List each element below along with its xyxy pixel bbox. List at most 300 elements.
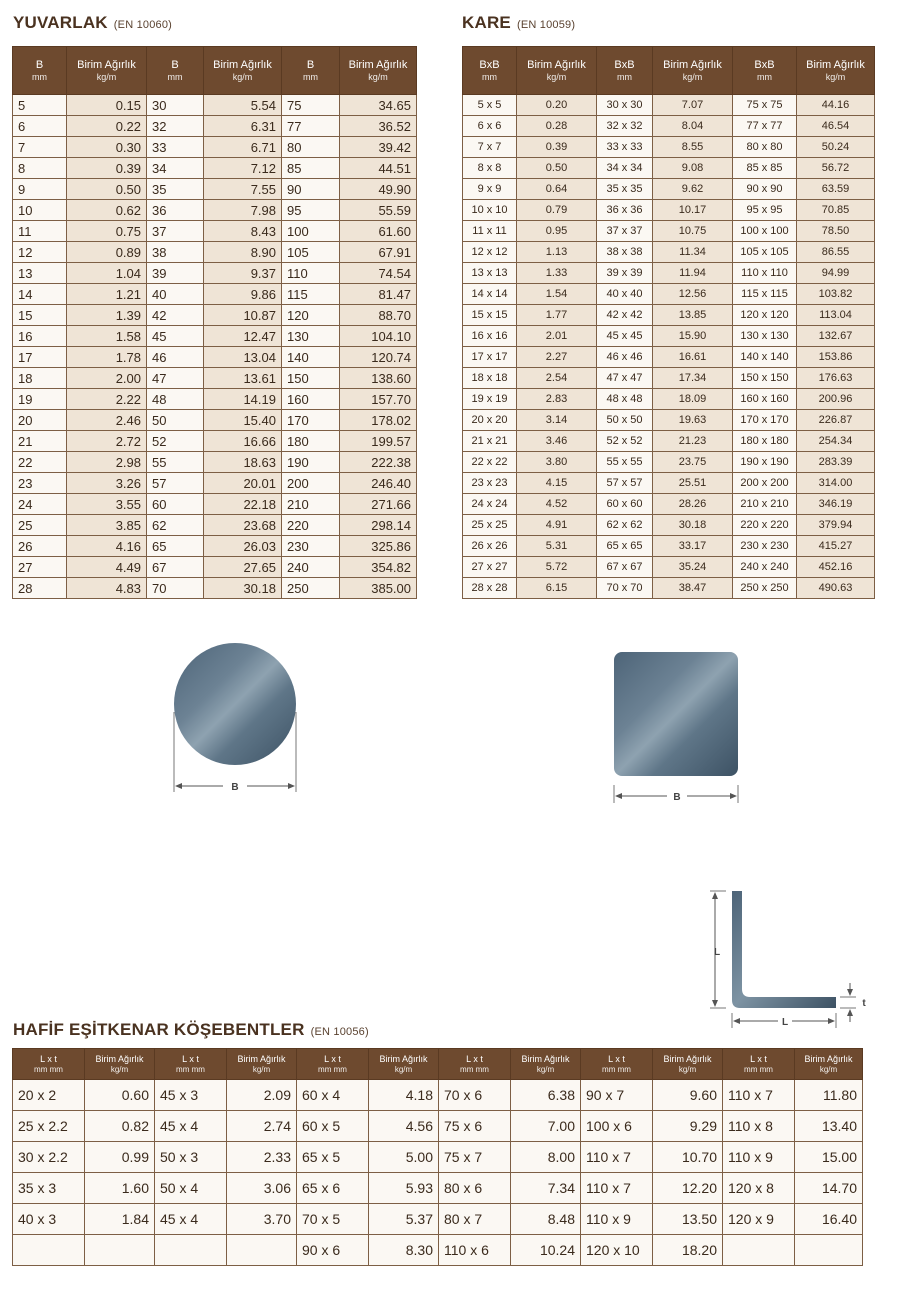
table-row: [463, 137, 875, 158]
table-row: [463, 431, 875, 452]
table-cell: 9.29: [653, 1111, 723, 1142]
kare-title: [462, 13, 575, 33]
table-cell: 21 x 21: [463, 431, 517, 452]
table-cell: 14.19: [204, 389, 282, 410]
table-cell: 10.17: [653, 200, 733, 221]
table-cell: 452.16: [797, 557, 875, 578]
table-cell: 176.63: [797, 368, 875, 389]
table-cell: 2.74: [227, 1111, 297, 1142]
table-row: [463, 578, 875, 599]
table-cell: 75 x 6: [439, 1111, 511, 1142]
table-cell: 250 x 250: [733, 578, 797, 599]
table-cell: 8.04: [653, 116, 733, 137]
table-cell: 12: [13, 242, 67, 263]
header-label: B: [306, 59, 315, 71]
table-cell: 0.82: [85, 1111, 155, 1142]
table-cell: 19.63: [653, 410, 733, 431]
table-cell: 250: [282, 578, 340, 599]
table-cell: 27: [13, 557, 67, 578]
table-cell: 10: [13, 200, 67, 221]
table-cell: 75 x 7: [439, 1142, 511, 1173]
table-cell: 13.61: [204, 368, 282, 389]
table-row: [13, 368, 417, 389]
table-cell: 47 x 47: [597, 368, 653, 389]
table-cell: 86.55: [797, 242, 875, 263]
table-cell: 140 x 140: [733, 347, 797, 368]
table-cell: 9.37: [204, 263, 282, 284]
header-unit: mm mm: [176, 1064, 205, 1074]
yuvarlak-header-0: [13, 47, 67, 95]
table-cell: 11: [13, 221, 67, 242]
table-row: [13, 515, 417, 536]
table-cell: 40 x 3: [13, 1204, 85, 1235]
table-cell: 23.75: [653, 452, 733, 473]
table-cell: 28 x 28: [463, 578, 517, 599]
angle-thickness-label: t: [862, 998, 866, 1009]
table-cell: 110 x 7: [723, 1080, 795, 1111]
table-cell: 7.12: [204, 158, 282, 179]
table-row: [463, 473, 875, 494]
table-cell: 4.49: [67, 557, 147, 578]
header-unit: mm: [167, 71, 183, 82]
table-cell: 33.17: [653, 536, 733, 557]
table-cell: 9.86: [204, 284, 282, 305]
table-cell: 157.70: [340, 389, 417, 410]
table-cell: 17: [13, 347, 67, 368]
square-bar-shape: [614, 652, 738, 776]
kare-header-5: [797, 47, 875, 95]
table-cell: 160: [282, 389, 340, 410]
table-cell: 22: [13, 452, 67, 473]
table-cell: 0.20: [517, 95, 597, 116]
table-cell: 9.08: [653, 158, 733, 179]
table-cell: 6.38: [511, 1080, 581, 1111]
table-cell: 240: [282, 557, 340, 578]
table-cell: 45 x 4: [155, 1204, 227, 1235]
table-cell: 90: [282, 179, 340, 200]
hafif-title-text: HAFİF EŞİTKENAR KÖŞEBENTLER: [13, 1020, 305, 1039]
table-cell: 178.02: [340, 410, 417, 431]
table-cell: 346.19: [797, 494, 875, 515]
hafif-header-4: [297, 1049, 369, 1080]
table-cell: [85, 1235, 155, 1266]
yuvarlak-header-5: [340, 47, 417, 95]
header-unit: kg/m: [825, 71, 846, 82]
table-cell: 7.34: [511, 1173, 581, 1204]
table-cell: 104.10: [340, 326, 417, 347]
table-cell: 70 x 6: [439, 1080, 511, 1111]
table-cell: 50 x 50: [597, 410, 653, 431]
table-cell: 2.54: [517, 368, 597, 389]
table-cell: 5 x 5: [463, 95, 517, 116]
table-cell: 85 x 85: [733, 158, 797, 179]
table-cell: 44.51: [340, 158, 417, 179]
table-cell: 21.23: [653, 431, 733, 452]
table-cell: 13: [13, 263, 67, 284]
table-cell: 67.91: [340, 242, 417, 263]
header-label: Birim Ağırlık: [77, 59, 136, 71]
header-unit: kg/m: [232, 71, 253, 82]
table-cell: 88.70: [340, 305, 417, 326]
table-cell: 170: [282, 410, 340, 431]
yuvarlak-header-2: [147, 47, 204, 95]
table-cell: 48 x 48: [597, 389, 653, 410]
table-cell: 50.24: [797, 137, 875, 158]
table-cell: 1.84: [85, 1204, 155, 1235]
header-label: L x t: [608, 1054, 625, 1065]
table-cell: 14.70: [795, 1173, 863, 1204]
table-cell: 20: [13, 410, 67, 431]
table-cell: 110 x 7: [581, 1173, 653, 1204]
table-cell: 8.55: [653, 137, 733, 158]
table-cell: 199.57: [340, 431, 417, 452]
header-label: Birim Ağırlık: [95, 1054, 144, 1065]
table-cell: 0.62: [67, 200, 147, 221]
table-cell: 80 x 80: [733, 137, 797, 158]
table-cell: 210: [282, 494, 340, 515]
table-cell: 55: [147, 452, 204, 473]
header-unit: kg/m: [536, 1064, 555, 1074]
kare-table: [462, 46, 875, 599]
table-cell: 110 x 9: [581, 1204, 653, 1235]
table-cell: 39 x 39: [597, 263, 653, 284]
table-cell: 38 x 38: [597, 242, 653, 263]
table-cell: 25.51: [653, 473, 733, 494]
table-cell: 0.50: [67, 179, 147, 200]
table-row: [13, 326, 417, 347]
yuvarlak-header-1: [67, 47, 147, 95]
table-cell: 120.74: [340, 347, 417, 368]
table-cell: 52: [147, 431, 204, 452]
table-cell: 220 x 220: [733, 515, 797, 536]
table-cell: 3.46: [517, 431, 597, 452]
table-cell: 95 x 95: [733, 200, 797, 221]
table-cell: 0.50: [517, 158, 597, 179]
table-cell: 70 x 5: [297, 1204, 369, 1235]
table-row: [463, 221, 875, 242]
header-label: Birim Ağırlık: [663, 59, 722, 71]
table-row: [463, 179, 875, 200]
table-row: [13, 305, 417, 326]
table-cell: 45: [147, 326, 204, 347]
table-cell: 1.33: [517, 263, 597, 284]
table-cell: 30 x 30: [597, 95, 653, 116]
table-cell: 90 x 6: [297, 1235, 369, 1266]
header-label: L x t: [324, 1054, 341, 1065]
table-row: [463, 452, 875, 473]
table-row: [13, 578, 417, 599]
table-cell: 230: [282, 536, 340, 557]
table-cell: 18 x 18: [463, 368, 517, 389]
header-label: B: [35, 59, 44, 71]
angle-shape: [732, 891, 836, 1008]
header-label: L x t: [40, 1054, 57, 1065]
table-cell: 23.68: [204, 515, 282, 536]
table-cell: 46 x 46: [597, 347, 653, 368]
table-cell: 85: [282, 158, 340, 179]
table-cell: 40 x 40: [597, 284, 653, 305]
table-cell: 80 x 7: [439, 1204, 511, 1235]
table-cell: 1.39: [67, 305, 147, 326]
table-cell: 22.18: [204, 494, 282, 515]
table-cell: 4.56: [369, 1111, 439, 1142]
table-cell: 0.99: [85, 1142, 155, 1173]
table-row: [463, 95, 875, 116]
table-cell: 30.18: [204, 578, 282, 599]
table-cell: 100: [282, 221, 340, 242]
table-cell: 26.03: [204, 536, 282, 557]
table-cell: 5.37: [369, 1204, 439, 1235]
table-row: [13, 1142, 863, 1173]
table-cell: 385.00: [340, 578, 417, 599]
table-cell: 226.87: [797, 410, 875, 431]
table-cell: 17 x 17: [463, 347, 517, 368]
table-cell: 35 x 35: [597, 179, 653, 200]
table-cell: 9 x 9: [463, 179, 517, 200]
table-cell: 120 x 10: [581, 1235, 653, 1266]
table-cell: 35 x 3: [13, 1173, 85, 1204]
table-cell: 45 x 45: [597, 326, 653, 347]
table-cell: 10.24: [511, 1235, 581, 1266]
table-cell: 150 x 150: [733, 368, 797, 389]
header-label: Birim Ağırlık: [663, 1054, 712, 1065]
table-cell: 75: [282, 95, 340, 116]
table-cell: 15.00: [795, 1142, 863, 1173]
table-cell: 32: [147, 116, 204, 137]
table-cell: 16 x 16: [463, 326, 517, 347]
table-cell: 5.72: [517, 557, 597, 578]
table-cell: 7 x 7: [463, 137, 517, 158]
table-cell: 4.18: [369, 1080, 439, 1111]
table-cell: 190 x 190: [733, 452, 797, 473]
table-cell: 1.21: [67, 284, 147, 305]
table-cell: 222.38: [340, 452, 417, 473]
square-bar-dimension-label: B: [673, 792, 681, 803]
table-row: [13, 452, 417, 473]
table-cell: 65 x 65: [597, 536, 653, 557]
table-row: [463, 305, 875, 326]
table-cell: 314.00: [797, 473, 875, 494]
table-cell: 55.59: [340, 200, 417, 221]
table-cell: 13 x 13: [463, 263, 517, 284]
table-cell: 67 x 67: [597, 557, 653, 578]
table-cell: 9.62: [653, 179, 733, 200]
table-cell: 6.71: [204, 137, 282, 158]
table-cell: 16: [13, 326, 67, 347]
table-cell: 37: [147, 221, 204, 242]
header-label: Birim Ağırlık: [806, 59, 865, 71]
table-row: [13, 179, 417, 200]
yuvarlak-header-4: [282, 47, 340, 95]
table-cell: 4.15: [517, 473, 597, 494]
table-row: [13, 431, 417, 452]
table-cell: 2.09: [227, 1080, 297, 1111]
table-cell: 0.39: [67, 158, 147, 179]
table-cell: 35.24: [653, 557, 733, 578]
header-label: L x t: [466, 1054, 483, 1065]
table-cell: 18: [13, 368, 67, 389]
table-cell: 56.72: [797, 158, 875, 179]
table-cell: 8.43: [204, 221, 282, 242]
table-cell: 140: [282, 347, 340, 368]
table-row: [463, 515, 875, 536]
header-unit: kg/m: [678, 1064, 697, 1074]
header-unit: kg/m: [394, 1064, 413, 1074]
table-row: [13, 242, 417, 263]
table-cell: 2.83: [517, 389, 597, 410]
table-cell: 49.90: [340, 179, 417, 200]
table-cell: 15.40: [204, 410, 282, 431]
table-cell: 7.98: [204, 200, 282, 221]
table-row: [13, 410, 417, 431]
table-cell: 21: [13, 431, 67, 452]
table-cell: 160 x 160: [733, 389, 797, 410]
table-row: [13, 1204, 863, 1235]
table-cell: 4.16: [67, 536, 147, 557]
table-cell: 230 x 230: [733, 536, 797, 557]
table-cell: 105: [282, 242, 340, 263]
table-cell: 28.26: [653, 494, 733, 515]
table-cell: 9.60: [653, 1080, 723, 1111]
table-cell: 27.65: [204, 557, 282, 578]
table-cell: 7.55: [204, 179, 282, 200]
table-cell: 3.26: [67, 473, 147, 494]
table-cell: 57: [147, 473, 204, 494]
header-label: Birim Ağırlık: [213, 59, 272, 71]
table-cell: 180: [282, 431, 340, 452]
table-row: [463, 368, 875, 389]
header-label: BxB: [754, 59, 775, 71]
table-cell: 150: [282, 368, 340, 389]
table-cell: 8.30: [369, 1235, 439, 1266]
table-cell: 62: [147, 515, 204, 536]
table-cell: 220: [282, 515, 340, 536]
yuvarlak-header-3: [204, 47, 282, 95]
table-cell: 10.70: [653, 1142, 723, 1173]
table-cell: 26: [13, 536, 67, 557]
table-cell: 240 x 240: [733, 557, 797, 578]
table-cell: 50 x 3: [155, 1142, 227, 1173]
table-cell: 3.14: [517, 410, 597, 431]
table-cell: 379.94: [797, 515, 875, 536]
table-row: [13, 557, 417, 578]
table-cell: 138.60: [340, 368, 417, 389]
table-cell: 110: [282, 263, 340, 284]
table-cell: 70: [147, 578, 204, 599]
kare-header-3: [653, 47, 733, 95]
hafif-header-8: [581, 1049, 653, 1080]
table-cell: 254.34: [797, 431, 875, 452]
table-cell: 11.34: [653, 242, 733, 263]
table-cell: 35: [147, 179, 204, 200]
hafif-header-0: [13, 1049, 85, 1080]
table-cell: [155, 1235, 227, 1266]
table-cell: 50 x 4: [155, 1173, 227, 1204]
table-cell: 200: [282, 473, 340, 494]
table-cell: 22 x 22: [463, 452, 517, 473]
table-cell: 180 x 180: [733, 431, 797, 452]
table-cell: 24: [13, 494, 67, 515]
hafif-header-3: [227, 1049, 297, 1080]
table-cell: 81.47: [340, 284, 417, 305]
table-cell: 100 x 6: [581, 1111, 653, 1142]
table-cell: 55 x 55: [597, 452, 653, 473]
table-cell: 12.56: [653, 284, 733, 305]
table-cell: 1.04: [67, 263, 147, 284]
table-cell: 34.65: [340, 95, 417, 116]
table-row: [463, 158, 875, 179]
table-cell: [795, 1235, 863, 1266]
table-cell: 2.33: [227, 1142, 297, 1173]
header-unit: mm mm: [318, 1064, 347, 1074]
header-label: Birim Ağırlık: [527, 59, 586, 71]
table-cell: 11.80: [795, 1080, 863, 1111]
table-cell: 2.00: [67, 368, 147, 389]
table-cell: 77: [282, 116, 340, 137]
table-cell: 5.31: [517, 536, 597, 557]
table-cell: 67: [147, 557, 204, 578]
table-cell: 25 x 25: [463, 515, 517, 536]
table-row: [463, 326, 875, 347]
table-cell: 2.46: [67, 410, 147, 431]
table-cell: 20 x 2: [13, 1080, 85, 1111]
table-cell: 120 x 120: [733, 305, 797, 326]
table-cell: 0.64: [517, 179, 597, 200]
table-cell: 74.54: [340, 263, 417, 284]
table-cell: 30.18: [653, 515, 733, 536]
table-cell: 110 x 7: [581, 1142, 653, 1173]
table-cell: 3.06: [227, 1173, 297, 1204]
table-cell: [227, 1235, 297, 1266]
kare-header-1: [517, 47, 597, 95]
table-row: [13, 200, 417, 221]
table-cell: 94.99: [797, 263, 875, 284]
table-cell: 46: [147, 347, 204, 368]
table-cell: 2.72: [67, 431, 147, 452]
table-cell: 3.70: [227, 1204, 297, 1235]
table-cell: 1.60: [85, 1173, 155, 1204]
table-cell: 13.50: [653, 1204, 723, 1235]
table-cell: 39.42: [340, 137, 417, 158]
table-row: [13, 1173, 863, 1204]
table-cell: 16.61: [653, 347, 733, 368]
table-cell: 14 x 14: [463, 284, 517, 305]
header-label: Birim Ağırlık: [237, 1054, 286, 1065]
table-cell: 12 x 12: [463, 242, 517, 263]
round-bar-dimension-label: B: [231, 782, 239, 793]
table-cell: 0.60: [85, 1080, 155, 1111]
hafif-header-7: [511, 1049, 581, 1080]
yuvarlak-title-text: YUVARLAK: [13, 13, 108, 32]
table-cell: 13.04: [204, 347, 282, 368]
hafif-table: [12, 1048, 863, 1266]
table-cell: 210 x 210: [733, 494, 797, 515]
table-cell: 13.40: [795, 1111, 863, 1142]
table-row: [13, 95, 417, 116]
table-row: [463, 347, 875, 368]
table-cell: 15: [13, 305, 67, 326]
table-cell: 130: [282, 326, 340, 347]
table-cell: 50: [147, 410, 204, 431]
table-cell: 10 x 10: [463, 200, 517, 221]
table-cell: 25: [13, 515, 67, 536]
table-cell: 0.15: [67, 95, 147, 116]
table-cell: 1.54: [517, 284, 597, 305]
table-cell: 12.47: [204, 326, 282, 347]
table-cell: 6: [13, 116, 67, 137]
table-row: [463, 410, 875, 431]
header-label: BxB: [614, 59, 635, 71]
